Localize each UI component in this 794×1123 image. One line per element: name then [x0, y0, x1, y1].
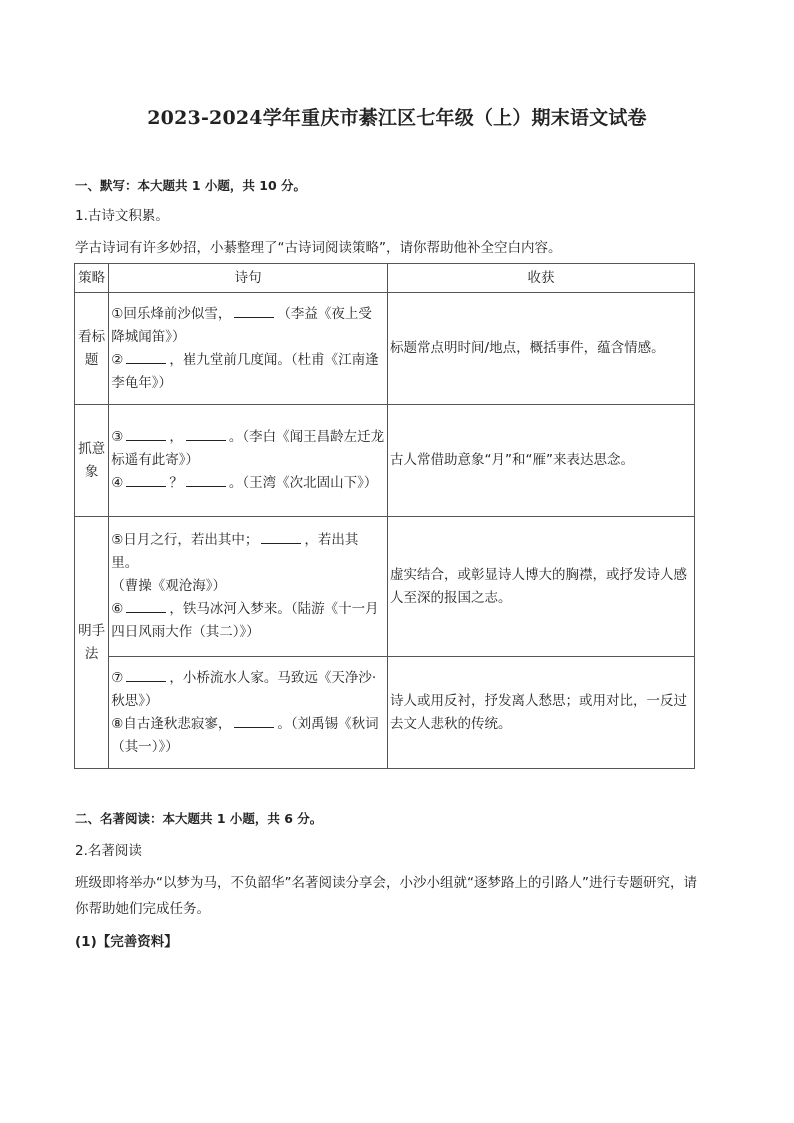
header-poem: 诗句: [109, 264, 388, 293]
sub-question-1: (1)【完善资料】: [75, 934, 178, 950]
poem-cell: [109, 405, 388, 517]
gain-cell: 标题常点明时间/地点，概括事件，蕴含情感。: [388, 293, 695, 405]
gain-cell: 虚实结合，或彰显诗人博大的胸襟，或抒发诗人感人至深的报国之志。: [388, 517, 695, 657]
strategy-cell: 抓意象: [75, 405, 109, 517]
question-1-label: 1.古诗文积累。: [75, 208, 169, 224]
poem-line: ⑦ ，小桥流水人家。马致远《天净沙·秋思》）: [111, 667, 385, 713]
section-1-heading: 一、默写：本大题共 1 小题，共 10 分。: [75, 178, 307, 193]
answer-blank[interactable]: [126, 349, 166, 364]
table-row: [75, 517, 695, 657]
strategy-table: [74, 263, 695, 769]
answer-blank[interactable]: [126, 598, 166, 613]
question-2-label: 2.名著阅读: [75, 843, 142, 859]
answer-blank[interactable]: [126, 472, 166, 487]
strategy-cell: 明手法: [75, 517, 109, 769]
strategy-cell: 看标题: [75, 293, 109, 405]
poem-line: ② ，崔九堂前几度闻。（杜甫《江南逢李龟年》）: [111, 349, 385, 395]
section-2-heading: 二、名著阅读：本大题共 1 小题，共 6 分。: [75, 811, 323, 826]
poem-line: ①回乐烽前沙似雪， （李益《夜上受降城闻笛》）: [111, 303, 385, 349]
page-title: 2023-2024学年重庆市綦江区七年级（上）期末语文试卷: [147, 107, 647, 129]
gain-cell: 诗人或用反衬，抒发离人愁思；或用对比，一反过去文人悲秋的传统。: [388, 657, 695, 769]
table-row: [75, 293, 695, 405]
answer-blank[interactable]: [234, 713, 274, 728]
poem-line: ⑥ ，铁马冰河入梦来。（陆游《十一月四日风雨大作（其二）》）: [111, 598, 385, 644]
answer-blank[interactable]: [126, 426, 166, 441]
poem-cell: [109, 657, 388, 769]
poem-line: ⑧自古逢秋悲寂寥， 。（刘禹锡《秋词（其一）》）: [111, 713, 385, 759]
question-2-intro: 班级即将举办“以梦为马，不负韶华”名著阅读分享会，小沙小组就“逐梦路上的引路人”进行专题研究，请你帮助她们完成任务。: [75, 875, 697, 917]
header-gain: 收获: [388, 264, 695, 293]
answer-blank[interactable]: [234, 303, 274, 318]
poem-line: ③ ， 。（李白《闻王昌龄左迁龙标遥有此寄》）: [111, 426, 385, 472]
question-1-intro: 学古诗词有许多妙招，小綦整理了“古诗词阅读策略”，请你帮助他补全空白内容。: [75, 240, 562, 256]
answer-blank[interactable]: [126, 667, 166, 682]
gain-cell: 古人常借助意象“月”和“雁”来表达思念。: [388, 405, 695, 517]
poem-line: ⑤日月之行，若出其中； ，若出其里。: [111, 529, 385, 575]
answer-blank[interactable]: [186, 426, 226, 441]
table-row: [75, 657, 695, 769]
table-header-row: [75, 264, 695, 293]
poem-cell: [109, 517, 388, 657]
poem-line: ④ ？ 。（王湾《次北固山下》）: [111, 472, 385, 495]
poem-line: （曹操《观沧海》）: [111, 578, 226, 594]
table-row: [75, 405, 695, 517]
answer-blank[interactable]: [261, 529, 301, 544]
header-strategy: 策略: [75, 264, 109, 293]
answer-blank[interactable]: [186, 472, 226, 487]
poem-cell: [109, 293, 388, 405]
